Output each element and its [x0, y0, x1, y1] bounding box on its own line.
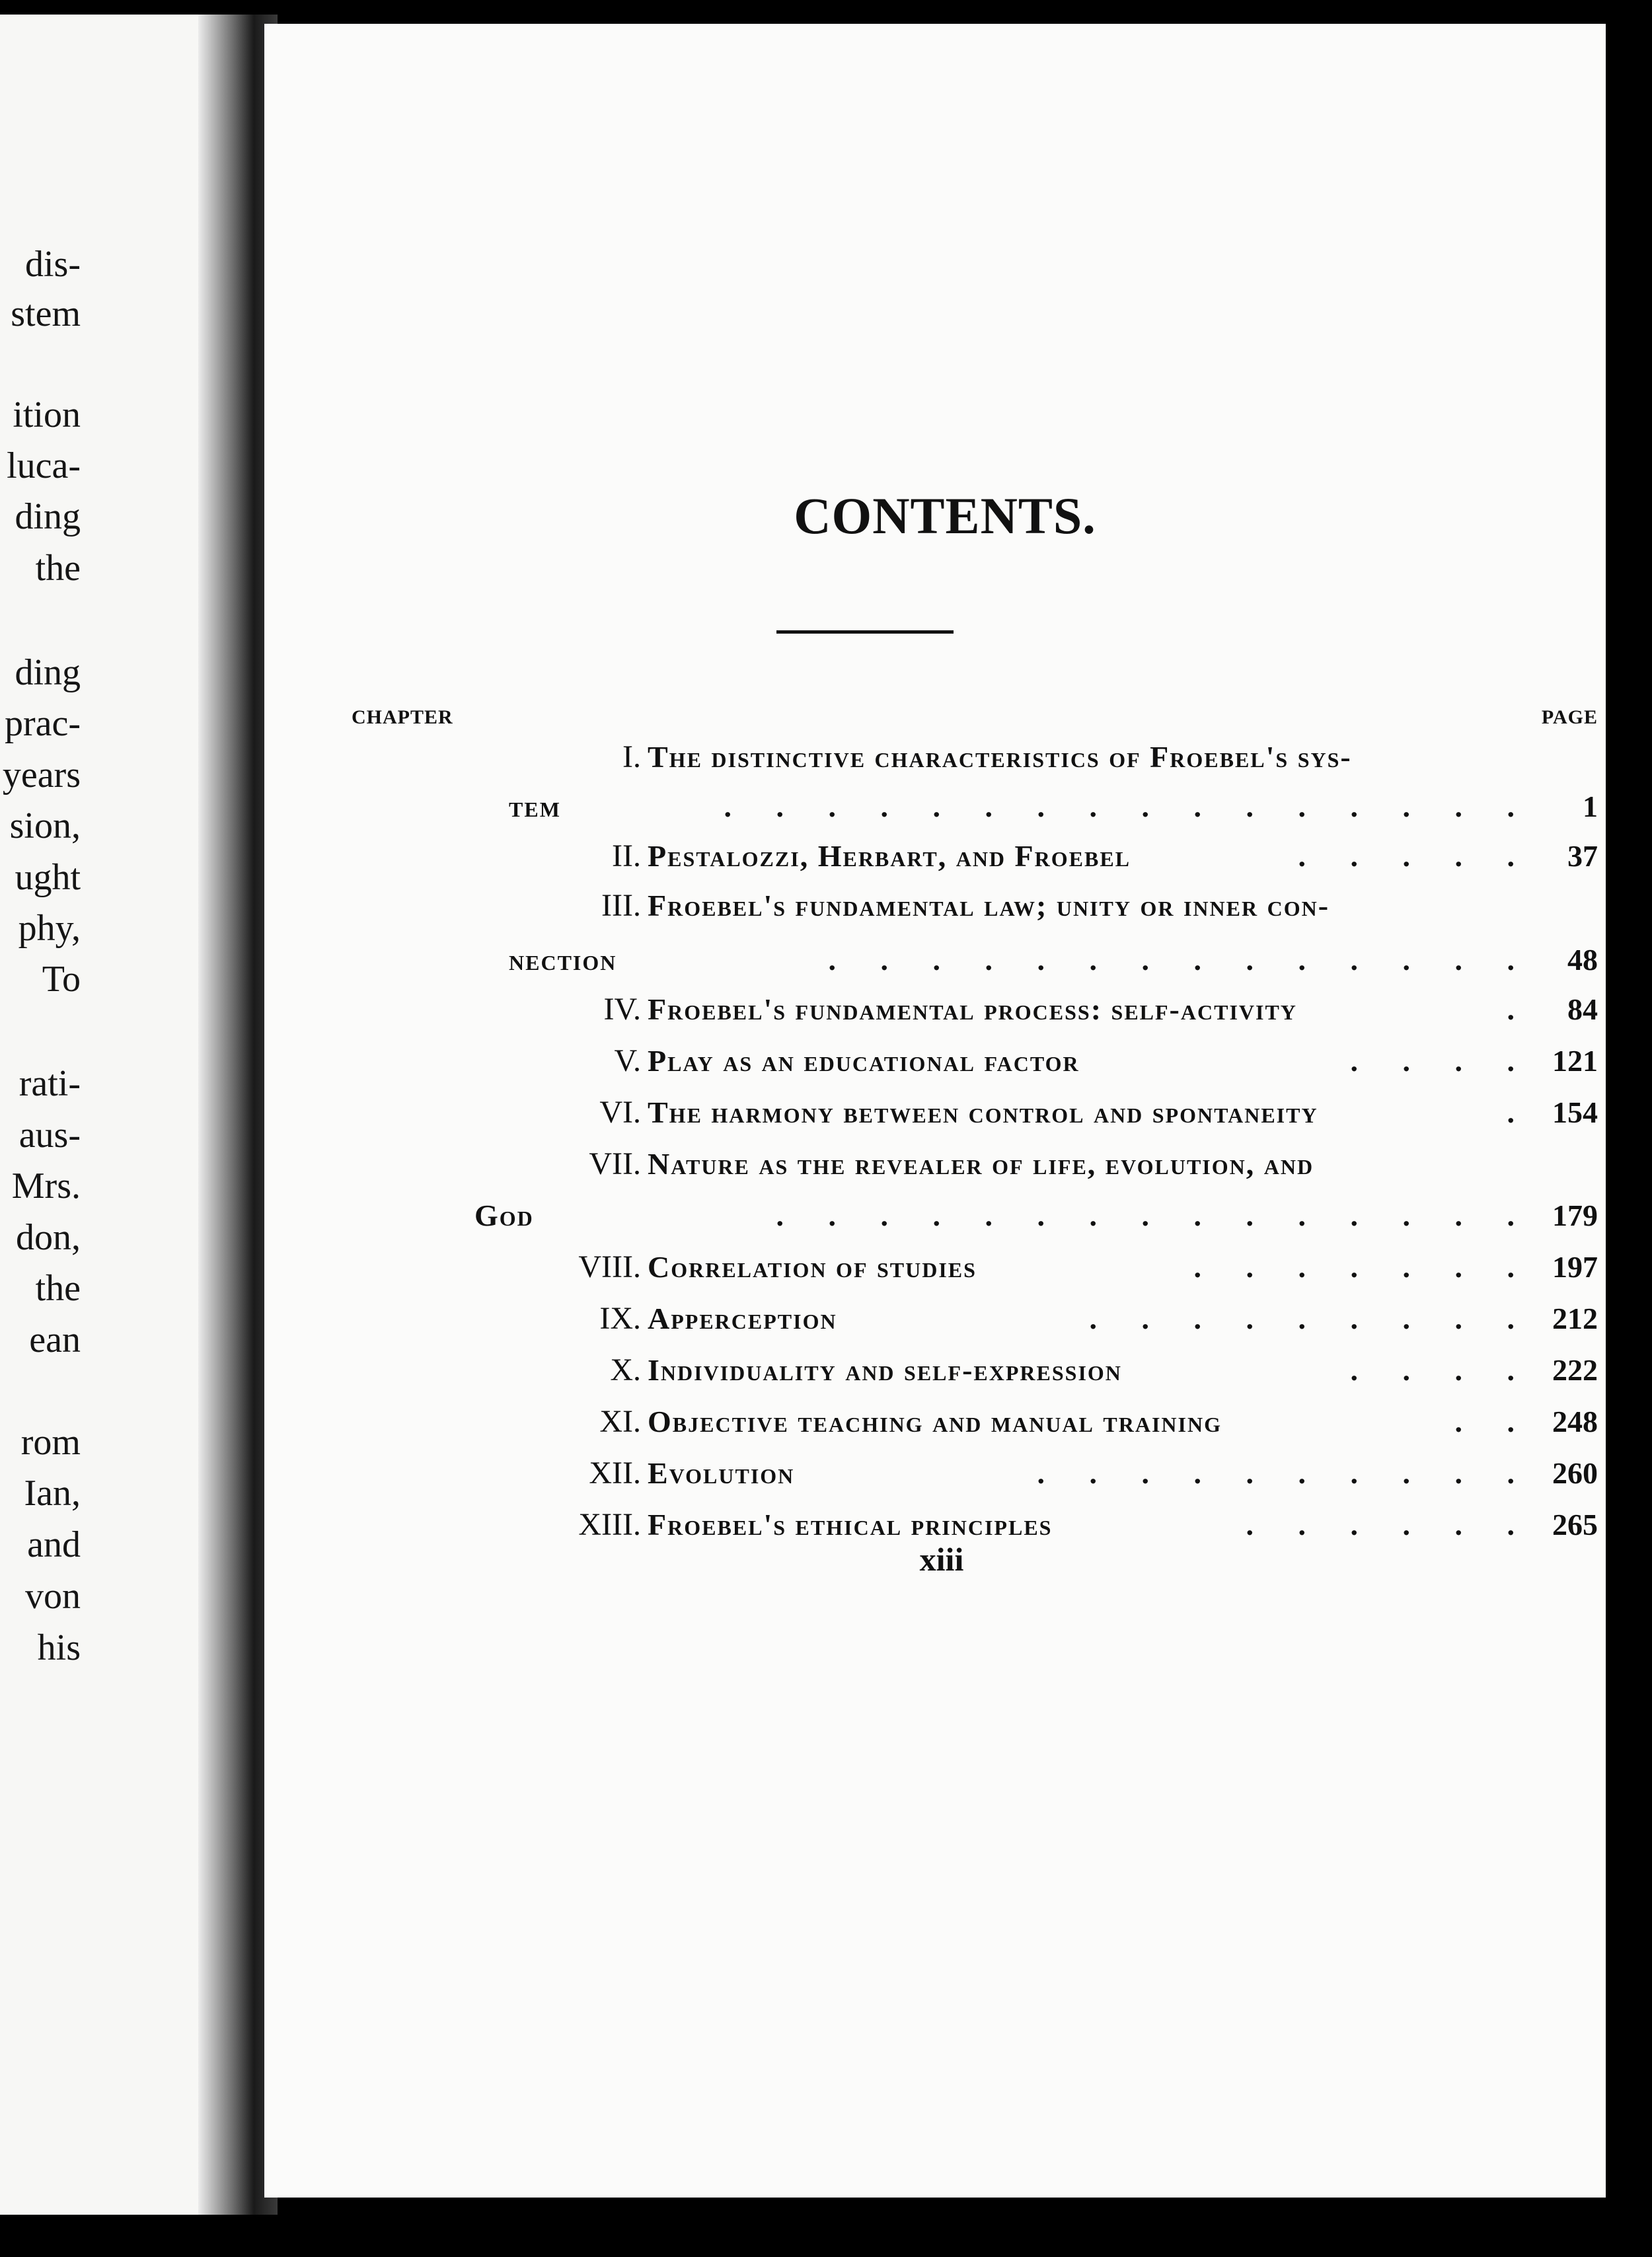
chapter-numeral: I.: [622, 739, 641, 774]
dot-leader: . . . . . . .: [1193, 1250, 1533, 1284]
page-number: 248: [1552, 1405, 1598, 1438]
chapter-title-line: The harmony between control and spontaneity: [648, 1095, 1318, 1129]
left-text-fragment: ean: [29, 1319, 81, 1360]
toc-entry: [264, 737, 1606, 784]
toc-entry: [264, 1144, 1606, 1191]
dot-leader: . . . . . . . . . .: [1037, 1456, 1533, 1490]
left-text-fragment: years: [2, 755, 81, 796]
page-number: 260: [1552, 1456, 1598, 1490]
left-page: [0, 15, 231, 2215]
toc-entry: [264, 1454, 1606, 1500]
chapter-title-line: Froebel's ethical principles: [648, 1508, 1053, 1541]
chapter-title-line: Evolution: [648, 1456, 795, 1490]
chapter-title-line: Objective teaching and manual training: [648, 1405, 1222, 1438]
dot-leader: . . . .: [1350, 1353, 1533, 1387]
toc-entry: [264, 1299, 1606, 1345]
dot-leader: .: [1507, 992, 1533, 1026]
page-number: 37: [1567, 839, 1598, 873]
toc-entry: [264, 1402, 1606, 1448]
page-number: 212: [1552, 1302, 1598, 1335]
page-number: 121: [1552, 1044, 1598, 1078]
left-text-fragment: rati-: [19, 1063, 81, 1104]
dot-leader: . . . . . . . . . . . . . .: [828, 943, 1533, 977]
chapter-numeral: XIII.: [578, 1507, 641, 1542]
page-number: 84: [1567, 992, 1598, 1026]
chapter-title-line: tem: [509, 790, 561, 823]
left-text-fragment: his: [37, 1627, 81, 1668]
chapter-numeral: X.: [610, 1352, 641, 1388]
dot-leader: . . . .: [1350, 1044, 1533, 1078]
page-number: 1: [1583, 790, 1598, 823]
page-number: 265: [1552, 1508, 1598, 1541]
chapter-numeral: XII.: [589, 1456, 641, 1491]
page-column-header: PAGE: [1541, 706, 1598, 728]
chapter-title-line: Correlation of studies: [648, 1250, 977, 1284]
toc-entry: [264, 886, 1606, 932]
left-text-fragment: luca-: [7, 445, 81, 486]
toc-entry-continuation: [264, 787, 1606, 833]
chapter-numeral: VI.: [599, 1095, 641, 1130]
contents-page: [264, 24, 1606, 2198]
chapter-numeral: V.: [614, 1043, 641, 1078]
left-text-fragment: dis-: [25, 244, 81, 285]
chapter-title-line: Apperception: [648, 1302, 837, 1335]
dot-leader: . . . . . .: [1246, 1508, 1533, 1541]
page-number: 48: [1567, 943, 1598, 977]
page-number: 154: [1552, 1095, 1598, 1129]
chapter-numeral: XI.: [599, 1404, 641, 1439]
dot-leader: . . . . . . . . .: [1089, 1302, 1533, 1335]
chapter-title-line: Play as an educational factor: [648, 1044, 1080, 1078]
toc-entry: [264, 990, 1606, 1036]
chapter-title-line: Froebel's fundamental process: self-activity: [648, 992, 1297, 1026]
page-title: CONTENTS.: [794, 487, 1096, 544]
chapter-title-line: Nature as the revealer of life, evolution, and: [648, 1147, 1314, 1181]
page-number: 222: [1552, 1353, 1598, 1387]
left-text-fragment: rom: [20, 1422, 81, 1463]
left-text-fragment: ition: [13, 394, 81, 435]
dot-leader: . . . . .: [1298, 839, 1533, 873]
left-text-fragment: To: [42, 959, 81, 1000]
chapter-title-line: The distinctive characteristics of Froebel's sys-: [648, 740, 1352, 774]
chapter-column-header: CHAPTER: [352, 706, 453, 728]
page-number: 179: [1552, 1199, 1598, 1232]
chapter-title-line: Froebel's fundamental law; unity or inner con-: [648, 889, 1330, 922]
chapter-title-line: God: [474, 1199, 534, 1232]
title-rule: [776, 630, 954, 634]
dot-leader: .: [1507, 1095, 1533, 1129]
left-text-fragment: don,: [16, 1217, 81, 1258]
left-text-fragment: Mrs.: [11, 1166, 81, 1206]
toc-entry: [264, 836, 1606, 883]
chapter-numeral: II.: [612, 838, 641, 873]
toc-entry-continuation: [264, 1196, 1606, 1242]
left-text-fragment: the: [35, 1268, 81, 1309]
page-number: 197: [1552, 1250, 1598, 1284]
dot-leader: . .: [1454, 1405, 1533, 1438]
left-text-fragment: von: [25, 1576, 81, 1617]
page-folio: xiii: [919, 1541, 964, 1578]
left-text-fragment: ding: [15, 652, 81, 693]
chapter-title-line: Pestalozzi, Herbart, and Froebel: [648, 839, 1131, 873]
left-text-fragment: ught: [15, 857, 81, 898]
left-text-fragment: the: [35, 548, 81, 589]
chapter-numeral: VII.: [589, 1146, 641, 1181]
chapter-numeral: IX.: [599, 1301, 641, 1336]
toc-entry: [264, 1041, 1606, 1088]
chapter-numeral: IV.: [603, 992, 641, 1027]
left-text-fragment: sion,: [9, 805, 81, 846]
chapter-title-line: Individuality and self-expression: [648, 1353, 1122, 1387]
left-text-fragment: and: [27, 1524, 81, 1565]
chapter-numeral: VIII.: [578, 1249, 641, 1284]
left-text-fragment: aus-: [19, 1115, 81, 1156]
dot-leader: . . . . . . . . . . . . . . . .: [724, 790, 1533, 823]
toc-entry-continuation: [264, 940, 1606, 986]
left-text-fragment: stem: [11, 293, 81, 334]
toc-entry: [264, 1093, 1606, 1139]
left-text-fragment: ding: [15, 496, 81, 537]
chapter-numeral: III.: [601, 888, 641, 923]
left-text-fragment: phy,: [18, 908, 81, 949]
toc-entry: [264, 1247, 1606, 1294]
chapter-title-line: nection: [509, 943, 617, 977]
left-text-fragment: prac-: [4, 703, 81, 744]
dot-leader: . . . . . . . . . . . . . . .: [776, 1199, 1533, 1232]
toc-entry: [264, 1350, 1606, 1397]
left-text-fragment: Ian,: [24, 1473, 81, 1514]
